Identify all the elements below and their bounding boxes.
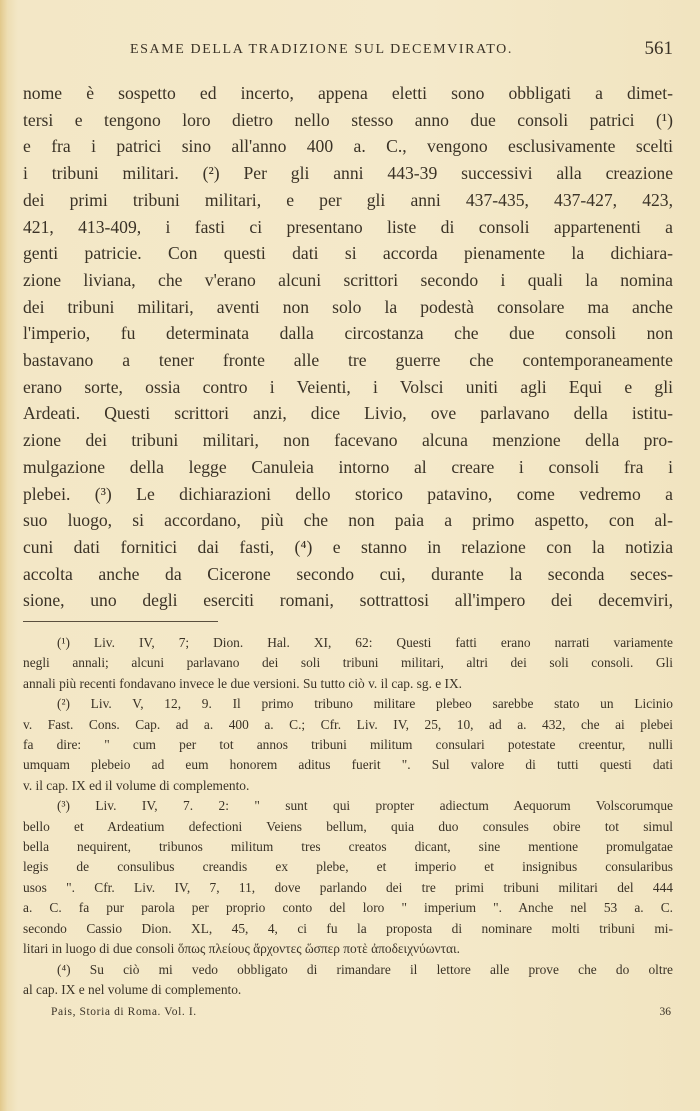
- text-line: erano sorte, ossia contro i Veienti, i Volsci uniti agli Equi e gli: [23, 376, 673, 397]
- text-line: bastavano a tener fronte alle tre guerre che contemporaneamente: [23, 350, 673, 371]
- footnote-line: bello et Ardeatium defectioni Veiens bellum, quia duo consules obire tot simul: [23, 818, 673, 834]
- footnote-line: umquam plebeio ad eum honorem aditus fuerit ". Sul valore di tutti questi dati: [23, 757, 673, 773]
- footnote-line: (¹) Liv. IV, 7; Dion. Hal. XI, 62: Questi fatti erano narrati variamente: [57, 635, 673, 650]
- footnote-line: usos ". Cfr. Liv. IV, 7, 11, dove parlando dei tre primi tribuni militari del 444: [23, 879, 673, 895]
- page-footer: [23, 1006, 673, 1026]
- text-line: l'imperio, fu determinata dalla circostanza che due consoli non: [23, 323, 673, 344]
- footnote-line: secondo Cassio Dion. XL, 45, 4, ci fu la proposta di nominare molti tribuni mi-: [23, 920, 673, 936]
- footnote-line: v. il cap. IX ed il volume di complemento.: [23, 777, 250, 793]
- text-line: dei tribuni militari, aventi non solo la podestà consolare ma anche: [23, 296, 673, 317]
- text-line: plebei. (³) Le dichiarazioni dello storico patavino, come vedremo a: [23, 483, 673, 504]
- text-line: suo luogo, si accordano, più che non paia a primo aspetto, con al-: [23, 510, 673, 531]
- text-line: mulgazione della legge Canuleia intorno al creare i consoli fra i: [23, 456, 673, 477]
- footnote-line: negli annali; alcuni parlavano dei soli tribuni militari, altri dei soli consoli. Gli: [23, 655, 673, 671]
- text-line: dei primi tribuni militari, e per gli anni 437-435, 437-427, 423,: [23, 189, 673, 210]
- text-line: sione, uno degli eserciti romani, sottrattosi all'impero dei decemviri,: [23, 590, 673, 611]
- page-number: 561: [644, 38, 673, 59]
- footnote: [23, 633, 673, 694]
- text-line: i tribuni militari. (²) Per gli anni 443-39 successivi alla creazione: [23, 163, 673, 184]
- text-line: tersi e tengono loro dietro nello stesso anno due consoli patrici (¹): [23, 109, 673, 130]
- footnote: [23, 960, 673, 1001]
- footnote-line: al cap. IX e nel volume di complemento.: [23, 981, 242, 997]
- page-header: [23, 38, 673, 62]
- footer-signature: Pais, Storia di Roma. Vol. I.: [51, 1006, 197, 1018]
- text-line: accolta anche da Cicerone secondo cui, durante la seconda seces-: [23, 563, 673, 584]
- text-line: zione liviana, che v'erano alcuni scrittori secondo i quali la nomina: [23, 269, 673, 290]
- text-line: Ardeati. Questi scrittori anzi, dice Livio, ove parlavano della istitu-: [23, 403, 673, 424]
- text-line: nome è sospetto ed incerto, appena eletti sono obbligati a dimet-: [23, 83, 673, 103]
- text-line: cuni dati fornitici dai fasti, (⁴) e stanno in relazione con la notizia: [23, 536, 673, 557]
- main-text: [23, 80, 673, 614]
- footnote-separator: [23, 621, 218, 622]
- page-spine-shadow: [0, 0, 8, 1111]
- footnote: [23, 694, 673, 796]
- footnote-line: a. C. fa pur parola per proprio conto del loro " imperium ". Anche nel 53 a. C.: [23, 900, 673, 916]
- footnote-line: (²) Liv. V, 12, 9. Il primo tribuno militare plebeo sarebbe stato un Licinio: [57, 696, 673, 712]
- footnote-line: litari in luogo di due consoli ὅπως πλείους ἄρχοντες ὥσπερ ποτὲ ἀποδειχνύωνται.: [23, 941, 460, 957]
- footnote: [23, 796, 673, 959]
- footnote-line: legis de consulibus creandis ex plebe, et imperio et insignibus consularibus: [23, 859, 673, 875]
- footnote-line: bella nequirent, tribunos militum tres creatos dicant, sine mentione promulgatae: [23, 839, 673, 855]
- running-title: ESAME DELLA TRADIZIONE SUL DECEMVIRATO.: [130, 42, 513, 57]
- footnotes: [23, 633, 673, 1000]
- text-line: e fra i patrici sino all'anno 400 a. C., vengono esclusivamente scelti: [23, 136, 673, 157]
- footnote-line: annali più recenti fondavano invece le due versioni. Su tutto ciò v. il cap. sg. e IX.: [23, 675, 463, 691]
- footnote-line: v. Fast. Cons. Cap. ad a. 400 a. C.; Cfr. Liv. IV, 25, 10, ad a. 432, che ai plebei: [23, 716, 673, 732]
- footnote-line: fa dire: " cum per tot annos tribuni militum consulari potestate creentur, nulli: [23, 737, 673, 753]
- text-line: zione dei tribuni militari, non facevano alcuna menzione della pro-: [23, 430, 673, 451]
- footnote-line: (⁴) Su ciò mi vedo obbligato di rimandare il lettore alle prove che do oltre: [57, 961, 673, 977]
- footnote-line: (³) Liv. IV, 7. 2: " sunt qui propter adiectum Aequorum Volscorumque: [57, 798, 673, 814]
- text-line: 421, 413-409, i fasti ci presentano liste di consoli appartenenti a: [23, 216, 673, 237]
- footer-gathering-number: 36: [659, 1006, 671, 1018]
- text-line: genti patricie. Con questi dati si accorda pienamente la dichiara-: [23, 243, 673, 264]
